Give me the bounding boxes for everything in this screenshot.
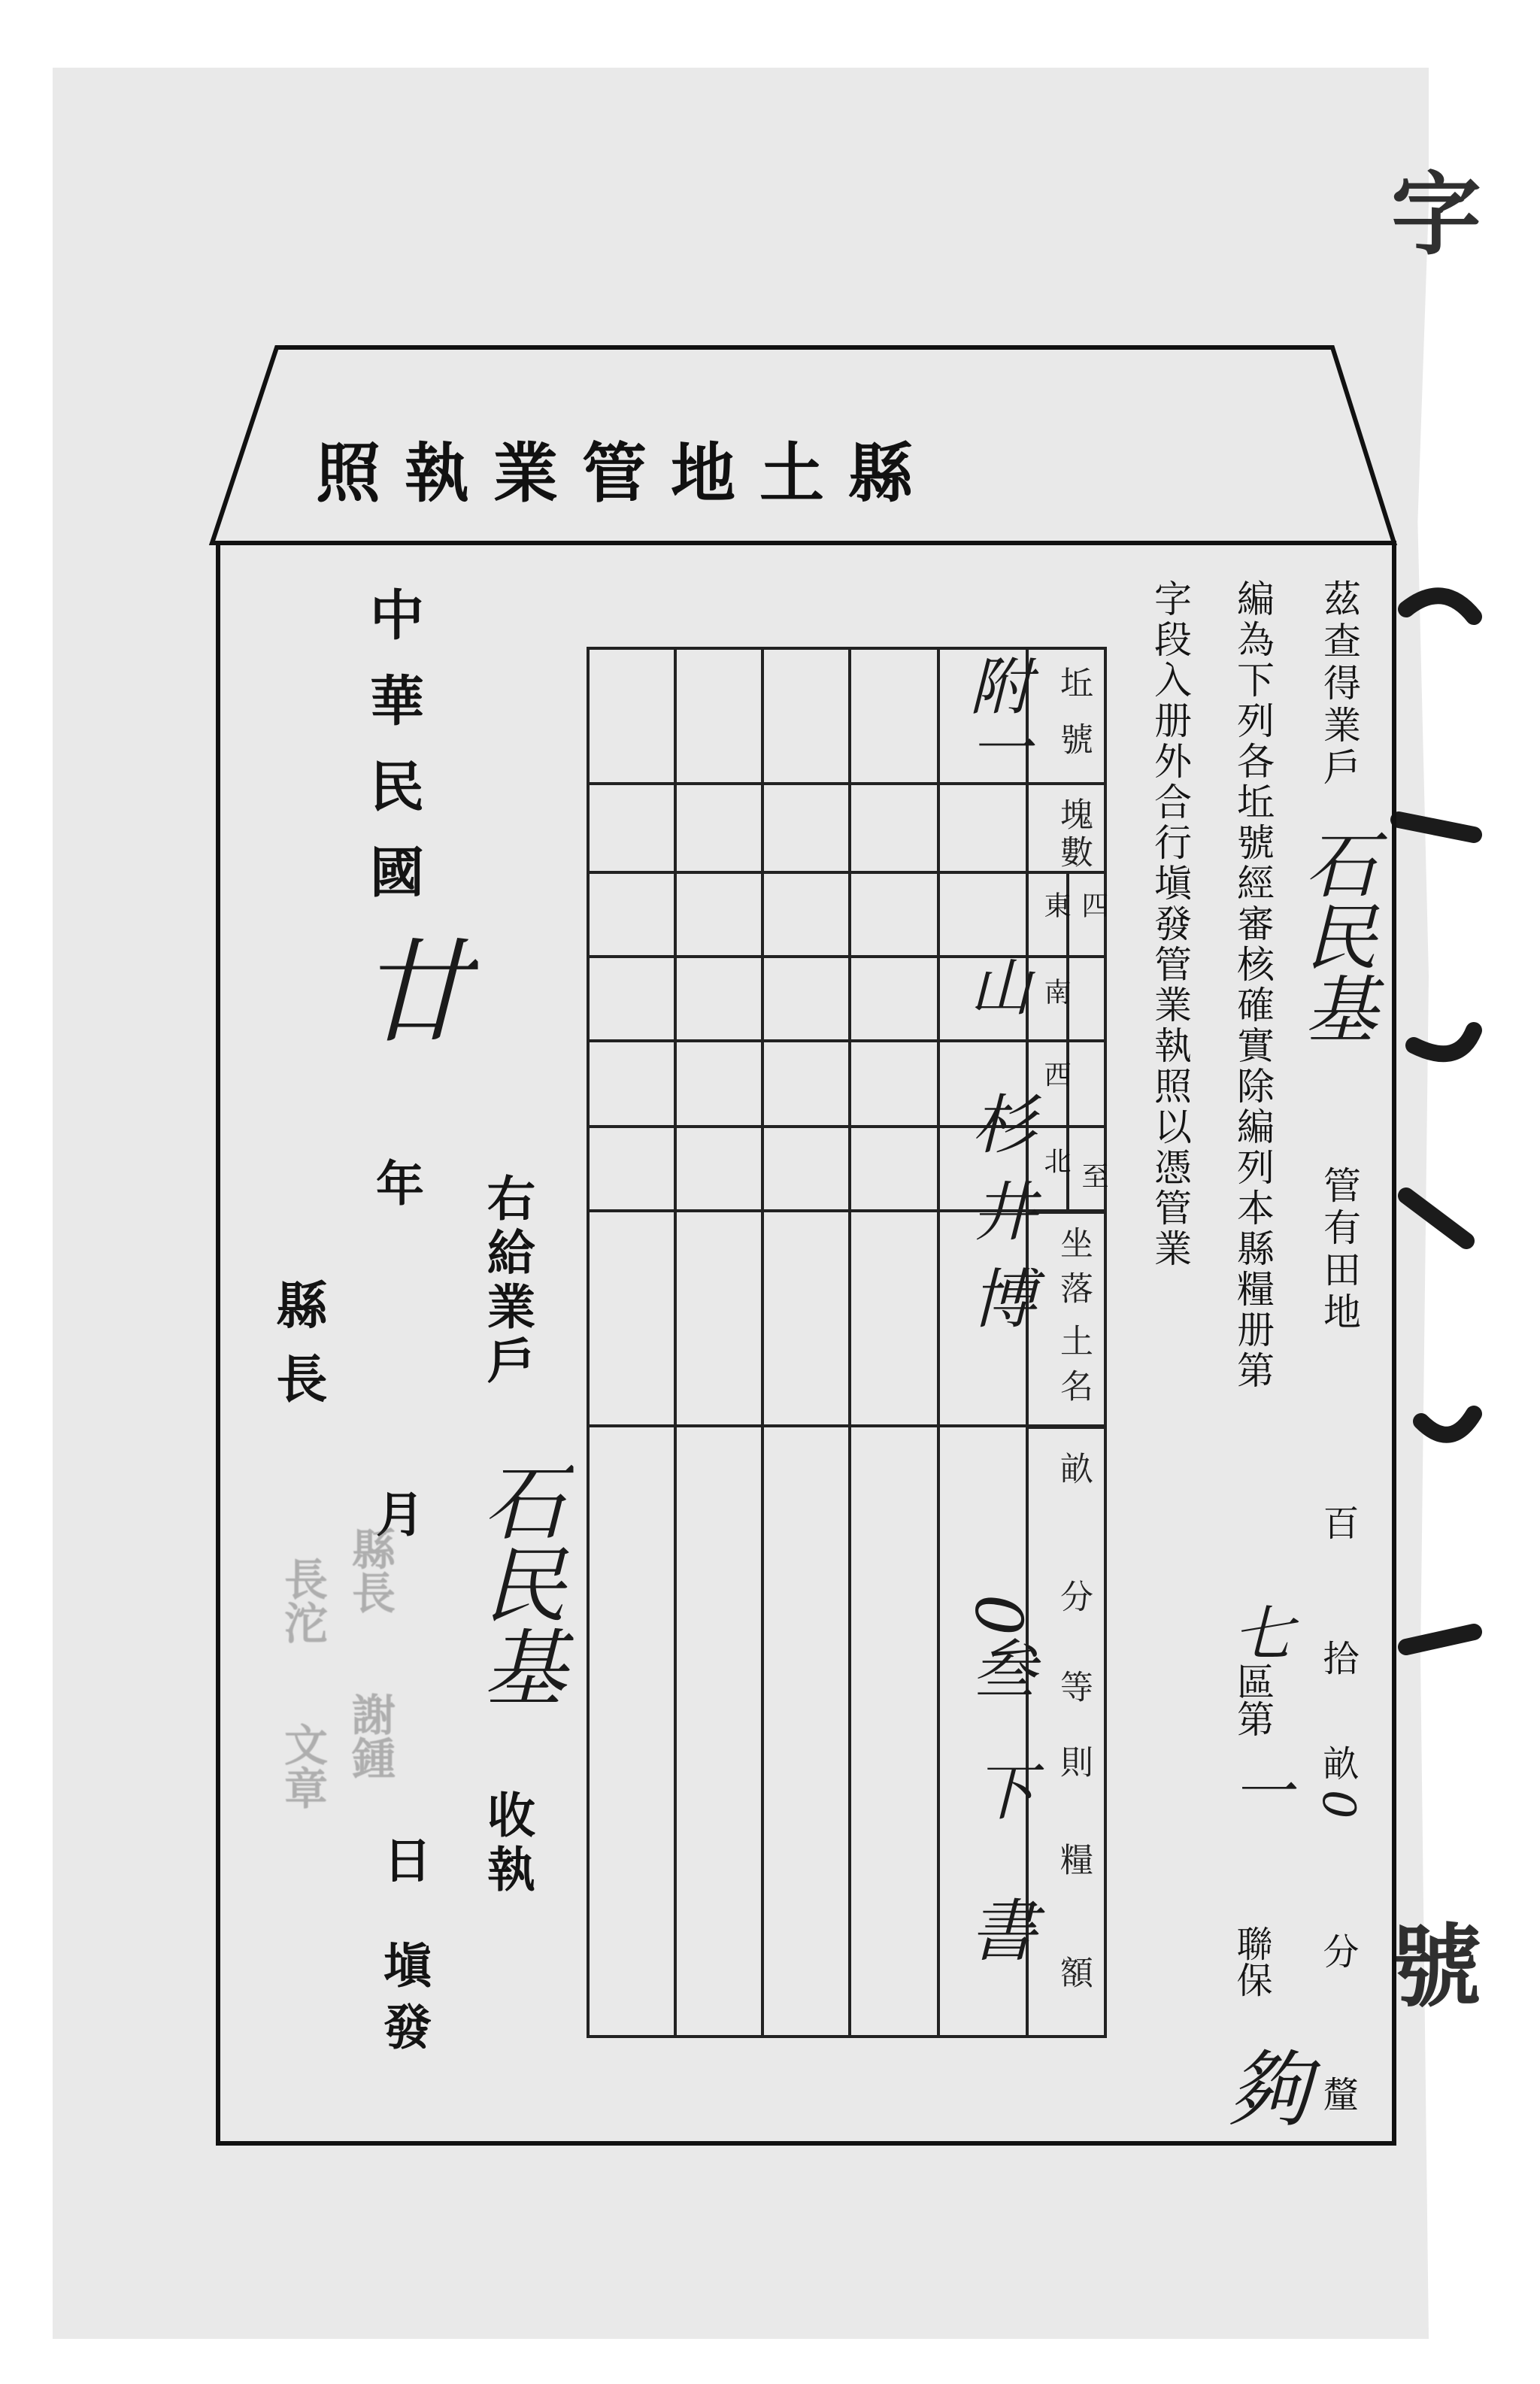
field-ten: 拾 xyxy=(1317,1639,1359,1676)
field-district: 區第 xyxy=(1231,1662,1275,1737)
entry-mu-fen: 0叁 xyxy=(960,1594,1035,1700)
hdr-ze: 則 xyxy=(1054,1745,1093,1778)
field-lianbao: 聯保 xyxy=(1230,1925,1272,1997)
field-li: 釐 xyxy=(1317,2076,1359,2112)
entry-zuoluo: 杉井博 xyxy=(960,1090,1035,1352)
district-no-handwritten: 一 xyxy=(1223,1760,1293,1820)
margin-char-top: 字 xyxy=(1391,163,1481,268)
hdr-liang: 糧 xyxy=(1054,1843,1093,1876)
seal-col-2: 謝鍾 xyxy=(344,1692,396,1779)
paper-sheet xyxy=(53,68,1429,2339)
seal-col-3: 長沱 xyxy=(277,1557,328,1644)
hdr-bei: 北 xyxy=(1040,1147,1071,1174)
hdr-kuai: 塊 xyxy=(1054,797,1093,830)
hdr-fen: 分 xyxy=(1054,1579,1093,1612)
to-owner-label: 右給業戶 xyxy=(479,1173,535,1390)
lianbao-value-handwritten: 夠 xyxy=(1214,2046,1311,2128)
preamble-line-3: 字段入册外合行塡發管業執照以憑管業 xyxy=(1148,579,1192,1269)
receive-label: 收執 xyxy=(479,1790,535,1898)
year-handwritten: 廿 xyxy=(339,933,470,1045)
hdr-nan: 南 xyxy=(1040,978,1071,1005)
hdr-luo: 落 xyxy=(1054,1271,1093,1304)
hdr-e: 額 xyxy=(1054,1955,1093,1988)
preamble-line-1: 茲查得業戶 xyxy=(1317,579,1361,790)
hdr-zhi: 至 xyxy=(1078,1162,1108,1189)
recipient-handwritten: 石民基 xyxy=(470,1459,566,1707)
ri-label: 日 xyxy=(375,1835,432,1892)
hdr-si: 四 xyxy=(1078,891,1108,918)
hdr-zuo: 坐 xyxy=(1054,1226,1093,1259)
hdr-deng: 等 xyxy=(1054,1670,1093,1703)
magistrate-seal xyxy=(256,1527,399,1888)
hdr-mu: 畝 xyxy=(1054,1451,1093,1485)
entry-liange: 書 xyxy=(957,1895,1036,1963)
magistrate-label: 縣長 xyxy=(268,1278,328,1426)
document-title: 縣土地管業執照 xyxy=(316,435,937,511)
hdr-tu: 土 xyxy=(1054,1324,1093,1357)
seal-col-4: 文章 xyxy=(277,1722,328,1809)
field-manage-land: 管有田地 xyxy=(1317,1166,1361,1334)
seal-col-1: 縣長 xyxy=(344,1527,396,1614)
field-hundred: 百 xyxy=(1317,1504,1359,1540)
hdr-dong: 東 xyxy=(1040,891,1071,918)
hdr-qiu: 坵 xyxy=(1054,666,1093,699)
field-mu: 畝 xyxy=(1317,1745,1359,1781)
hdr-xi: 西 xyxy=(1040,1060,1071,1087)
nian-label: 年 xyxy=(368,1158,424,1206)
hdr-ming: 名 xyxy=(1054,1369,1093,1402)
entry-dengze: 下 xyxy=(963,1760,1035,1821)
hdr-hao: 號 xyxy=(1054,722,1093,755)
field-fen: 分 xyxy=(1317,1933,1359,1969)
margin-char-bottom: 號 xyxy=(1391,1915,1481,2020)
owner-name-handwritten: 石民基 xyxy=(1293,827,1378,1044)
yue-label: 月 xyxy=(368,1489,424,1537)
entry-sizhi: 山 xyxy=(959,955,1031,1017)
margin-strokes xyxy=(1384,143,1489,2023)
hdr-shu: 數 xyxy=(1054,835,1093,868)
tianfa-label: 塡發 xyxy=(375,1940,432,2064)
entry-qiu-hao: 附一 xyxy=(959,654,1031,778)
preamble-line-2: 編為下列各坵號經審核確實除編列本縣糧册第 xyxy=(1231,579,1275,1391)
date-prefix: 中華民國 xyxy=(361,587,425,930)
right-margin-handwriting xyxy=(1384,143,1489,2038)
district-value-handwritten: 七 xyxy=(1223,1602,1293,1662)
mu-value-handwritten: 0 xyxy=(1312,1790,1365,1819)
